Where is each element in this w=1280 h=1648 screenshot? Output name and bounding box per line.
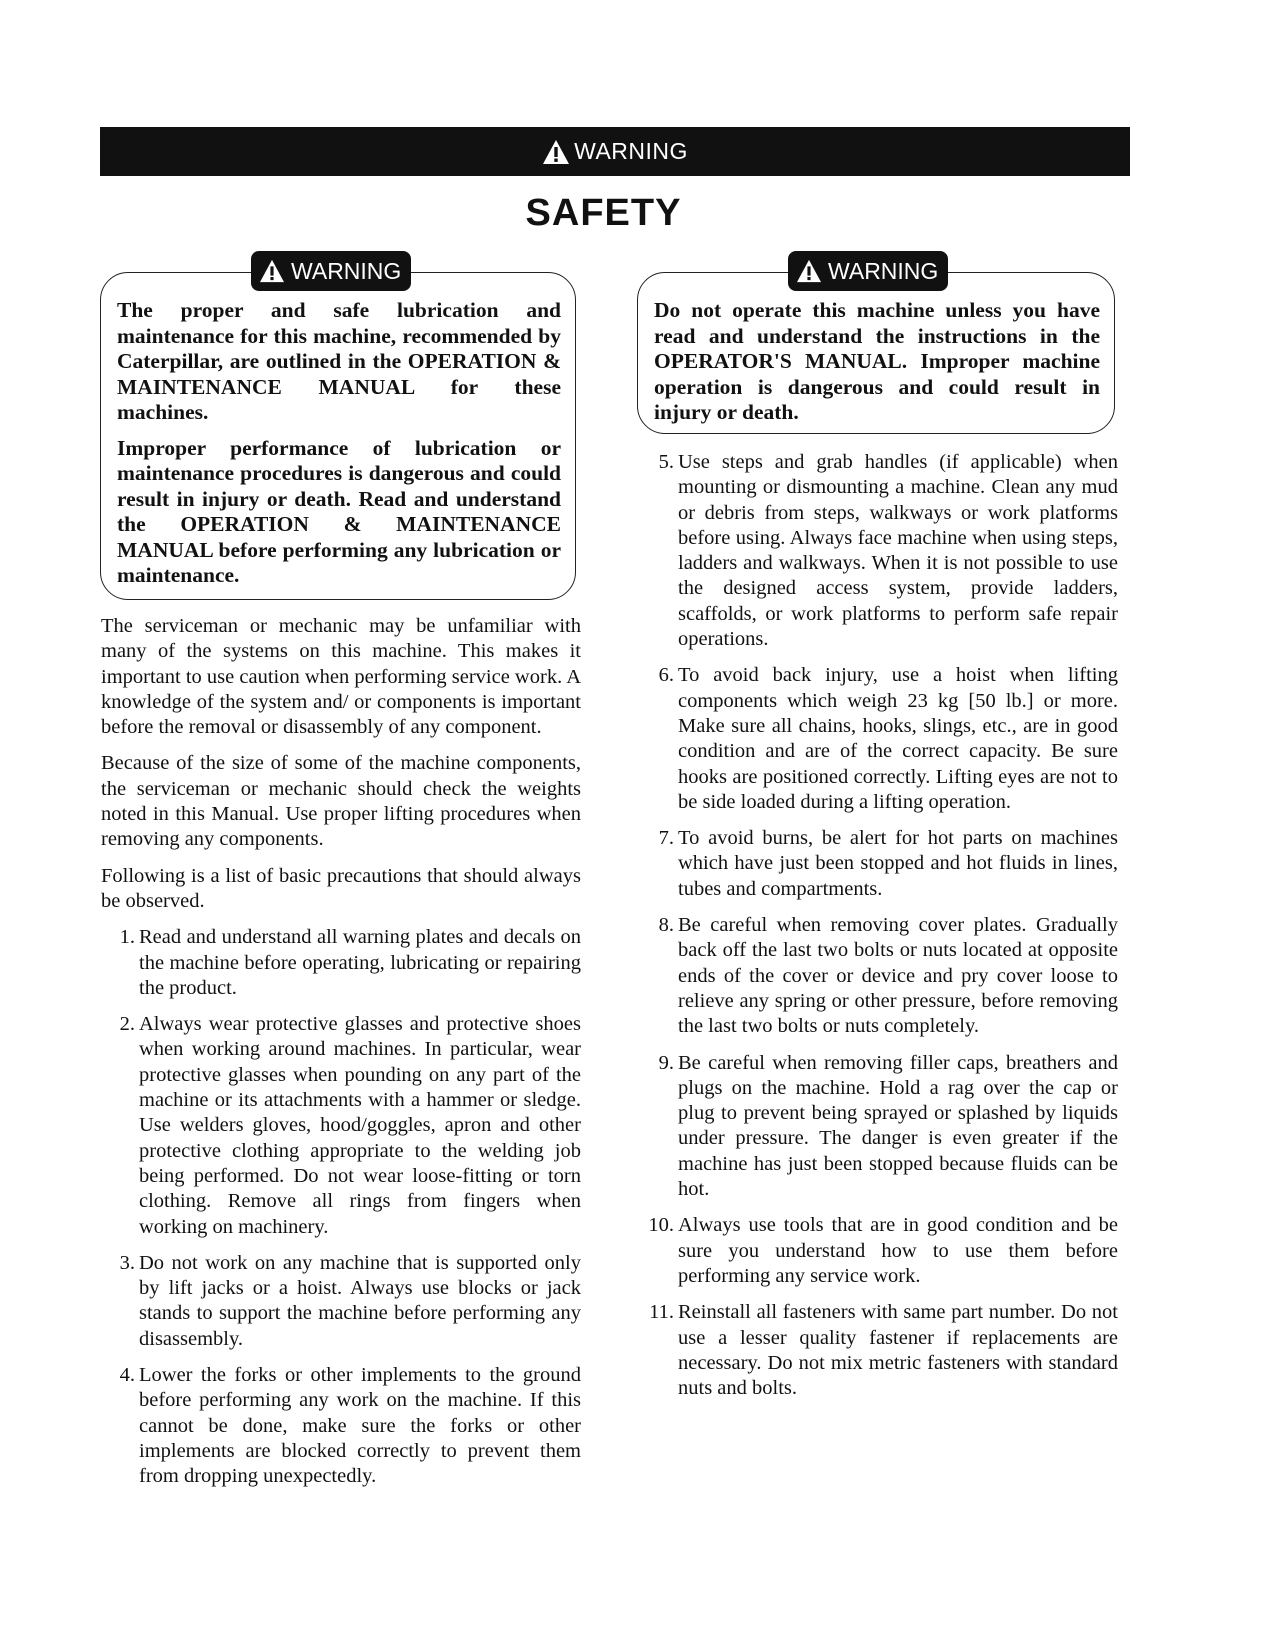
list-item — [638, 913, 1118, 1039]
left-column — [101, 614, 581, 1501]
list-item — [638, 826, 1118, 902]
list-text: Do not work on any machine that is supported only by lift jacks or a hoist. Always use blocks or jack stands to support the machine before performing any disassembly. — [139, 1251, 581, 1350]
list-text: Be careful when removing cover plates. Gradually back off the last two bolts or nuts located at opposite ends of the cover or device and pry cover loose to relieve any spring or other pressure, before removing the last two bolts or nuts completely. — [678, 914, 1118, 1038]
warning-text: Do not operate this machine unless you have read and understand the instructions in the OPERATOR'S MANUAL. Improper machine operation is dangerous and could result in injury or death. — [654, 298, 1100, 424]
warning-triangle-icon — [542, 139, 570, 165]
list-number: 11. — [649, 1301, 674, 1324]
list-text: Reinstall all fasteners with same part number. Do not use a lesser quality fastener if replacements are necessary. Do not mix metric fasteners with standard nuts and bolts. — [678, 1301, 1118, 1400]
right-column — [638, 450, 1118, 1412]
list-item — [99, 925, 581, 1001]
warning-box-left — [100, 257, 576, 600]
list-number: 4. — [119, 1364, 135, 1387]
list-item — [99, 1012, 581, 1240]
list-number: 5. — [658, 451, 674, 473]
intro-paragraph: Following is a list of basic precautions that should always be observed. — [101, 864, 581, 912]
list-item — [638, 450, 1118, 652]
warning-banner — [100, 127, 1130, 176]
list-item — [99, 1251, 581, 1352]
list-number: 8. — [658, 914, 674, 937]
list-text: Read and understand all warning plates and decals on the machine before operating, lubricating or repairing the product. — [139, 926, 581, 999]
intro-paragraph: Because of the size of some of the machine components, the serviceman or mechanic should check the weights noted in this Manual. Use proper lifting procedures when removing any components. — [101, 752, 581, 851]
list-text: Always wear protective glasses and protective shoes when working around machines. In particular, wear protective glasses when pounding on any part of the machine or its attachments with a hammer or sledge. Use welders gloves, hood/goggles, apron and other protective clothing appropriate to the welding job being performed. Do not wear loose-fitting or torn clothing. Remove all rings from fingers when working on machinery. — [139, 1013, 581, 1238]
list-number: 9. — [658, 1051, 674, 1074]
list-text: Be careful when removing filler caps, breathers and plugs on the machine. Hold a rag over the cap or plug to prevent being sprayed or splashed by liquids under pressure. The danger is even greater if the machine has just been stopped because fluids can be hot. — [678, 1051, 1118, 1201]
list-item — [638, 1300, 1118, 1401]
intro-paragraph: The serviceman or mechanic may be unfamiliar with many of the systems on this machine. This makes it important to use caution when performing service work. A knowledge of the system and/ or components is important before the removal or disassembly of any component. — [101, 615, 581, 739]
list-number: 3. — [119, 1251, 135, 1274]
page-title: SAFETY — [525, 192, 682, 234]
list-number: 1. — [119, 926, 135, 949]
warning-text: The proper and safe lubrication and maintenance for this machine, recommended by Caterpillar, are outlined in the OPERATION & MAINTENANCE MANUAL for these machines. — [117, 298, 561, 424]
list-number: 6. — [658, 664, 674, 687]
list-text: To avoid back injury, use a hoist when lifting components which weigh 23 kg [50 lb.] or more. Make sure all chains, hooks, slings, etc., are in good condition and are of the correct capacity. Be sure hooks are positioned correctly. Lifting eyes are not to be side loaded during a lifting operation. — [678, 664, 1118, 813]
warning-badge — [251, 251, 411, 291]
list-number: 10. — [648, 1214, 674, 1237]
list-text: Always use tools that are in good condition and be sure you understand how to use them before performing any service work. — [678, 1214, 1118, 1287]
warning-badge-label: WARNING — [291, 257, 402, 284]
list-item — [638, 1051, 1118, 1203]
list-text: To avoid burns, be alert for hot parts on machines which have just been stopped and hot fluids in lines, tubes and compartments. — [678, 827, 1118, 900]
warning-box-right — [637, 257, 1115, 434]
list-item — [638, 1213, 1118, 1289]
list-item — [99, 1363, 581, 1489]
list-text: Lower the forks or other implements to the ground before performing any work on the machine. If this cannot be done, make sure the forks or other implements are blocked correctly to prevent them from dropping unexpectedly. — [139, 1364, 581, 1488]
warning-badge — [788, 251, 948, 291]
warning-badge-label: WARNING — [828, 257, 939, 284]
warning-text: Improper performance of lubrication or maintenance procedures is dangerous and could result in injury or death. Read and understand the OPERATION & MAINTENANCE MANUAL before performing any lubrication or maintenance. — [117, 435, 561, 587]
list-number: 7. — [658, 827, 674, 850]
warning-triangle-icon — [796, 259, 822, 283]
banner-label: WARNING — [574, 138, 688, 164]
list-text: Use steps and grab handles (if applicable) when mounting or dismounting a machine. Clean any mud or debris from steps, walkways or work platforms before using. Always face machine when using steps, ladders and walkways. When it is not possible to use the designed access system, provide ladders, scaffolds, or work platforms to perform safe repair operations. — [678, 451, 1118, 651]
warning-triangle-icon — [259, 259, 285, 283]
list-number: 2. — [119, 1013, 135, 1036]
list-item — [638, 663, 1118, 815]
